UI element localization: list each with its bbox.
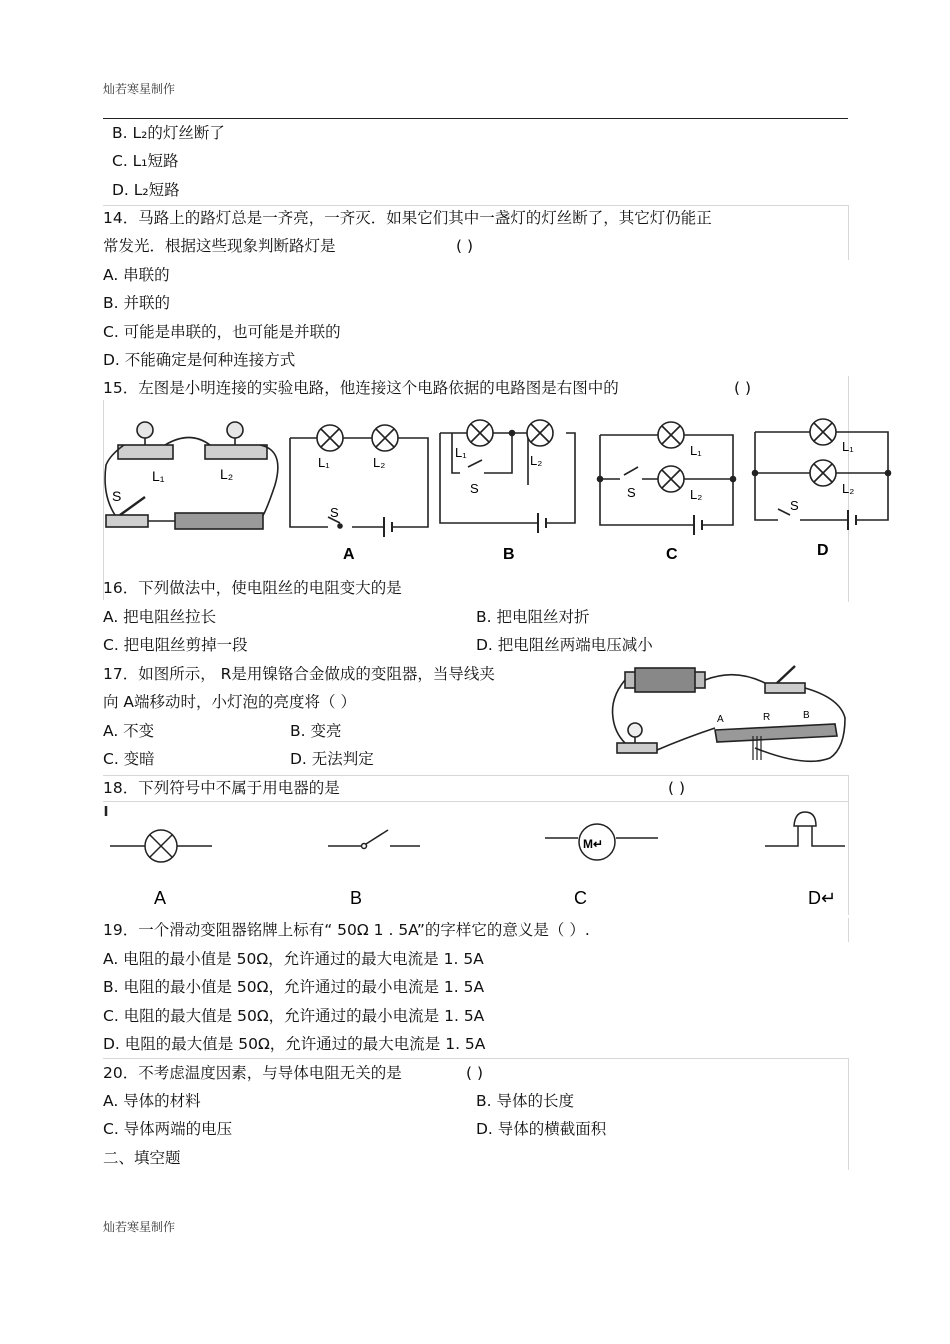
q15-d-caption: D [817, 542, 829, 559]
q17-option-c: C. 变暗 [103, 750, 155, 768]
q19-stem: 19．一个滑动变阻器铭牌上标有“ 50Ω 1 . 5A”的字样它的意义是（ ）. [103, 921, 590, 939]
q15-figure [100, 405, 900, 575]
q15-answer-paren: ( ) [734, 379, 752, 397]
q20-option-b: B. 导体的长度 [476, 1092, 574, 1110]
q14-option-b: B. 并联的 [103, 294, 170, 312]
q18-answer-paren: ( ) [668, 779, 686, 797]
page-header: 灿若寒星制作 [103, 82, 176, 96]
header-rule [103, 118, 848, 119]
q15-d-label-s: S [790, 498, 799, 513]
q14-stem-line2: 常发光．根据这些现象判断路灯是 [103, 237, 336, 255]
q15-b-label-l1: L₁ [455, 445, 467, 460]
q15-c-caption: C [666, 546, 678, 563]
q18-stem: 18．下列符号中不属于用电器的是 [103, 779, 340, 797]
frame-line [103, 1058, 848, 1059]
q15-photo-label-l2: L₂ [220, 466, 234, 482]
q16-option-c: C. 把电阻丝剪掉一段 [103, 636, 248, 654]
q17-figure [605, 658, 850, 770]
q15-photo-label-l1: L₁ [152, 468, 165, 484]
q17-label-a: A [717, 714, 724, 725]
frame-line [848, 775, 849, 915]
q15-a-caption: A [343, 546, 355, 563]
q15-c-label-l1: L₁ [690, 443, 702, 458]
frame-line [103, 205, 848, 206]
q14-option-a: A. 串联的 [103, 266, 170, 284]
q15-photo-label-s: S [112, 488, 122, 504]
q15-d-label-l2: L₂ [842, 481, 855, 496]
q16-stem: 16．下列做法中，使电阻丝的电阻变大的是 [103, 579, 402, 597]
q15-b-label-l2: L₂ [530, 453, 543, 468]
q15-a-label-l1: L₁ [318, 455, 330, 470]
q17-option-a: A. 不变 [103, 722, 155, 740]
q18-motor-letter: M↵ [583, 837, 604, 851]
q16-option-a: A. 把电阻丝拉长 [103, 608, 217, 626]
q13-option-d: D. L₂短路 [112, 181, 180, 199]
q20-option-c: C. 导体两端的电压 [103, 1120, 233, 1138]
q15-a-label-l2: L₂ [373, 455, 386, 470]
q14-stem-line1: 14．马路上的路灯总是一齐亮，一齐灭．如果它们其中一盏灯的灯丝断了，其它灯仍能正 [103, 209, 712, 227]
q17-option-d: D. 无法判定 [290, 750, 374, 768]
q18-caption-d: D↵ [808, 888, 837, 908]
q15-stem: 15．左图是小明连接的实验电路，他连接这个电路依据的电路图是右图中的 [103, 379, 619, 397]
q15-diagram-b [440, 420, 575, 533]
q17-label-r: R [763, 712, 771, 723]
frame-line [848, 1058, 849, 1170]
q15-physical-circuit [105, 422, 278, 529]
q17-option-b: B. 变亮 [290, 722, 342, 740]
q15-diagram-a [290, 425, 428, 537]
q16-option-d: D. 把电阻丝两端电压减小 [476, 636, 653, 654]
q16-option-b: B. 把电阻丝对折 [476, 608, 590, 626]
q15-diagram-c [598, 422, 736, 535]
q20-option-d: D. 导体的横截面积 [476, 1120, 607, 1138]
q14-option-d: D. 不能确定是何种连接方式 [103, 351, 296, 369]
frame-line [848, 918, 849, 942]
q15-a-label-s: S [330, 505, 339, 520]
q20-answer-paren: ( ) [466, 1064, 484, 1082]
q17-stem-line2: 向 A端移动时，小灯泡的亮度将（ ） [103, 693, 356, 711]
q18-caption-b: B [350, 888, 363, 908]
q14-answer-paren: ( ) [456, 237, 474, 255]
q18-figure [100, 802, 848, 912]
q14-option-c: C. 可能是串联的，也可能是并联的 [103, 323, 341, 341]
q20-stem: 20．不考虑温度因素，与导体电阻无关的是 [103, 1064, 402, 1082]
q13-option-c: C. L₁短路 [112, 152, 179, 170]
q18-caption-c: C [574, 888, 587, 908]
q15-c-label-s: S [627, 485, 636, 500]
q19-option-a: A. 电阻的最小值是 50Ω，允许通过的最大电流是 1. 5A [103, 950, 484, 968]
q17-stem-line1: 17．如图所示， R是用镍铬合金做成的变阻器，当导线夹 [103, 665, 495, 683]
q19-option-b: B. 电阻的最小值是 50Ω，允许通过的最小电流是 1. 5A [103, 978, 485, 996]
q18-caption-a: A [154, 888, 167, 908]
q15-d-label-l1: L₁ [842, 439, 854, 454]
q19-option-c: C. 电阻的最大值是 50Ω，允许通过的最小电流是 1. 5A [103, 1007, 485, 1025]
q13-option-b: B. L₂的灯丝断了 [112, 124, 225, 142]
q20-option-a: A. 导体的材料 [103, 1092, 201, 1110]
q15-b-caption: B [503, 546, 515, 563]
q15-diagram-d [753, 419, 891, 530]
q17-label-b: B [803, 710, 810, 721]
page-footer: 灿若寒星制作 [103, 1220, 176, 1234]
section-title-fill-in: 二、填空题 [103, 1149, 181, 1167]
q15-c-label-l2: L₂ [690, 487, 703, 502]
q19-option-d: D. 电阻的最大值是 50Ω，允许通过的最大电流是 1. 5A [103, 1035, 486, 1053]
frame-line [848, 205, 849, 260]
frame-line [103, 775, 848, 776]
q15-b-label-s: S [470, 481, 479, 496]
